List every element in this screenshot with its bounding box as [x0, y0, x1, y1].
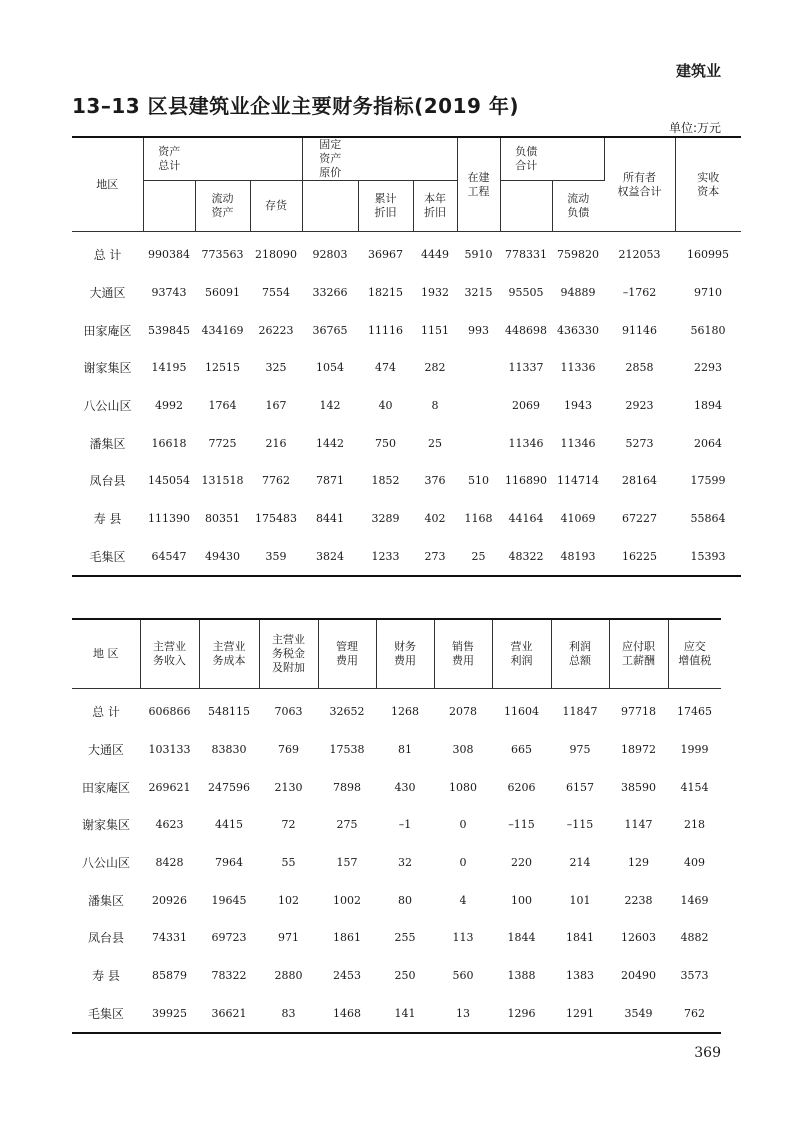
value-cell: 990384 [148, 248, 190, 262]
table-row [72, 689, 721, 731]
value-cell: 8428 [155, 856, 184, 870]
value-cell: 1852 [371, 474, 400, 488]
value-cell: 282 [424, 361, 446, 375]
value-cell: 15393 [675, 538, 741, 577]
value-cell: 55 [281, 856, 296, 870]
value-cell: 91146 [622, 323, 657, 337]
table-row [72, 424, 741, 462]
header-assets-blank [195, 137, 302, 181]
value-cell: 6157 [566, 780, 594, 794]
value-cell: 74331 [152, 931, 187, 945]
region-cell: 八公山区 [81, 856, 130, 871]
value-cell: 250 [394, 969, 416, 983]
value-cell: 750 [375, 436, 396, 450]
value-cell: 1054 [316, 361, 344, 375]
value-cell: –1762 [622, 286, 657, 300]
value-cell: 308 [452, 743, 474, 757]
value-cell: 759820 [557, 248, 599, 262]
value-cell: 2078 [449, 705, 477, 719]
value-cell: 55864 [690, 512, 726, 526]
header-total-assets-spacer [143, 181, 195, 232]
value-cell: 4415 [215, 818, 243, 832]
value-cell: 18972 [621, 743, 656, 757]
value-cell: 2923 [625, 399, 654, 413]
value-cell: 83 [259, 995, 318, 1034]
region-cell: 八公山区 [83, 399, 132, 414]
value-cell: 3824 [302, 538, 358, 577]
region-cell: 毛集区 [72, 538, 143, 577]
value-cell: 1468 [318, 995, 376, 1034]
value-cell: 85879 [152, 969, 187, 983]
value-cell: 4154 [680, 780, 709, 794]
value-cell: 2069 [512, 399, 540, 413]
value-cell: 95505 [508, 286, 544, 300]
value-cell: 247596 [208, 780, 250, 794]
region-cell: 总 计 [93, 248, 122, 263]
value-cell: 4 [459, 893, 467, 907]
unit-label: 单位:万元 [668, 121, 721, 135]
value-cell: 67227 [622, 512, 657, 526]
value-cell: 971 [278, 931, 299, 945]
value-cell: 216 [265, 436, 287, 450]
region-cell: 凤台县 [87, 931, 124, 946]
value-cell: 20490 [621, 969, 656, 983]
value-cell: 1388 [507, 969, 536, 983]
value-cell: 1469 [680, 893, 709, 907]
region-cell: 毛集区 [72, 995, 140, 1034]
value-cell: 1147 [624, 818, 653, 832]
value-cell: 1002 [333, 893, 361, 907]
value-cell: 160995 [687, 248, 729, 262]
value-cell: –115 [508, 818, 535, 832]
value-cell: 41069 [560, 512, 596, 526]
value-cell: 69723 [211, 931, 247, 945]
value-cell: 93743 [151, 286, 187, 300]
value-cell: –1 [398, 818, 412, 832]
table-row [72, 500, 741, 538]
value-cell: 38590 [621, 780, 656, 794]
table-row [72, 538, 741, 577]
header-total-liabilities: 负债 合计 [500, 137, 552, 181]
section-label: 建筑业 [675, 62, 721, 80]
value-cell: 4449 [421, 248, 449, 262]
value-cell: 12603 [621, 931, 656, 945]
value-cell: 1168 [464, 512, 493, 526]
value-cell: 1268 [391, 705, 419, 719]
value-cell: 975 [569, 743, 591, 757]
value-cell: 5910 [464, 248, 493, 262]
value-cell: 548115 [208, 705, 250, 719]
value-cell: 17538 [329, 743, 365, 757]
column-header: 主营业 务收入 [140, 619, 199, 689]
header-current-liabilities: 流动 负债 [552, 181, 604, 232]
value-cell: 14195 [151, 361, 187, 375]
value-cell: 101 [569, 893, 591, 907]
value-cell: 5273 [625, 436, 654, 450]
value-cell: 11604 [504, 705, 539, 719]
region-cell: 田家庵区 [81, 780, 130, 795]
value-cell: 409 [684, 856, 705, 870]
value-cell: 325 [265, 361, 287, 375]
value-cell: 539845 [148, 323, 190, 337]
value-cell: 275 [336, 818, 358, 832]
value-cell: 26223 [258, 323, 294, 337]
financial-indicators-table-2 [72, 618, 721, 1034]
value-cell: 402 [424, 512, 446, 526]
value-cell [457, 387, 500, 425]
value-cell: 114714 [557, 474, 599, 488]
value-cell: 1296 [492, 995, 551, 1034]
region-cell: 大通区 [87, 743, 124, 758]
region-cell: 大通区 [89, 286, 126, 301]
value-cell: 0 [459, 856, 467, 870]
value-cell: 255 [394, 931, 416, 945]
table-row [72, 919, 721, 957]
value-cell: 3549 [609, 995, 668, 1034]
value-cell: 1943 [564, 399, 592, 413]
table-row [72, 844, 721, 882]
value-cell: 8 [431, 399, 439, 413]
value-cell: 218 [684, 818, 705, 832]
table-row [72, 274, 741, 312]
value-cell: 430 [394, 780, 416, 794]
region-cell: 凤台县 [89, 474, 126, 489]
value-cell: 0 [459, 818, 467, 832]
table-row [72, 768, 721, 806]
header-accum-depreciation: 累计 折旧 [358, 181, 413, 232]
header-paid-in-capital: 实收 资本 [675, 137, 741, 232]
value-cell: 448698 [505, 323, 547, 337]
table-2-header-row [72, 619, 721, 689]
header-total-assets: 资产 总计 [143, 137, 195, 181]
table-row [72, 387, 741, 425]
value-cell: 145054 [148, 474, 190, 488]
value-cell: 18215 [368, 286, 403, 300]
value-cell: 1442 [316, 436, 344, 450]
value-cell: 2858 [625, 361, 654, 375]
table-row [72, 957, 721, 995]
value-cell: 16618 [151, 436, 187, 450]
column-header: 主营业 务成本 [199, 619, 259, 689]
region-cell: 寿 县 [92, 969, 120, 984]
value-cell: 1932 [421, 286, 449, 300]
value-cell: 1841 [566, 931, 594, 945]
value-cell: 81 [398, 743, 412, 757]
value-cell: –115 [566, 818, 594, 832]
value-cell: 25 [428, 436, 442, 450]
value-cell: 100 [511, 893, 532, 907]
value-cell: 1844 [507, 931, 536, 945]
column-header: 主营业 务税金 及附加 [259, 619, 318, 689]
value-cell: 11847 [562, 705, 598, 719]
value-cell: 11116 [368, 323, 403, 337]
page-number: 369 [694, 1045, 721, 1061]
value-cell: 72 [281, 818, 296, 832]
value-cell: 25 [457, 538, 500, 577]
header-liabilities-blank [552, 137, 604, 181]
value-cell: 3573 [680, 969, 709, 983]
value-cell: 129 [628, 856, 649, 870]
value-cell: 49430 [195, 538, 250, 577]
value-cell: 78322 [211, 969, 247, 983]
table-row [72, 349, 741, 387]
value-cell: 12515 [205, 361, 240, 375]
value-cell: 2293 [694, 361, 722, 375]
value-cell: 48193 [552, 538, 604, 577]
region-cell: 谢家集区 [83, 361, 132, 376]
value-cell: 1894 [694, 399, 722, 413]
value-cell: 7762 [262, 474, 290, 488]
value-cell: 56180 [690, 323, 726, 337]
value-cell: 80351 [205, 512, 240, 526]
column-header: 地 区 [72, 619, 140, 689]
value-cell: 19645 [211, 893, 247, 907]
value-cell: 175483 [255, 512, 297, 526]
value-cell: 36765 [312, 323, 348, 337]
value-cell: 2880 [274, 969, 303, 983]
value-cell: 116890 [505, 474, 547, 488]
value-cell: 141 [376, 995, 434, 1034]
value-cell: 778331 [505, 248, 547, 262]
header-fixed-assets-spacer [302, 181, 358, 232]
table-row [72, 806, 721, 844]
header-region: 地区 [72, 137, 143, 232]
header-inventory: 存货 [250, 181, 302, 232]
value-cell: 40 [378, 399, 393, 413]
column-header: 应交 增值税 [668, 619, 721, 689]
column-header: 管理 费用 [318, 619, 376, 689]
value-cell: 773563 [201, 248, 244, 262]
value-cell: 665 [511, 743, 532, 757]
value-cell: 359 [250, 538, 302, 577]
value-cell: 80 [398, 893, 412, 907]
value-cell: 1151 [421, 323, 449, 337]
header-fixed-assets: 固定 资产 原价 [302, 137, 358, 181]
column-header: 应付职 工薪酬 [609, 619, 668, 689]
page-title: 13–13 区县建筑业企业主要财务指标(2019 年) [72, 94, 520, 118]
value-cell: 7964 [215, 856, 243, 870]
value-cell: 3215 [464, 286, 493, 300]
value-cell: 33266 [312, 286, 348, 300]
value-cell: 167 [265, 399, 287, 413]
value-cell: 7871 [316, 474, 344, 488]
value-cell: 269621 [148, 780, 191, 794]
value-cell: 97718 [621, 705, 656, 719]
table-row [72, 881, 721, 919]
value-cell: 44164 [508, 512, 544, 526]
value-cell: 17599 [690, 474, 726, 488]
value-cell: 769 [278, 743, 299, 757]
value-cell: 214 [569, 856, 591, 870]
header-year-depreciation: 本年 折旧 [413, 181, 457, 232]
value-cell: 20926 [152, 893, 187, 907]
value-cell: 2453 [333, 969, 361, 983]
value-cell: 218090 [255, 248, 297, 262]
value-cell: 273 [413, 538, 457, 577]
table-1-body [72, 232, 741, 577]
value-cell: 103133 [148, 743, 191, 757]
value-cell: 212053 [618, 248, 661, 262]
region-cell: 谢家集区 [81, 818, 130, 833]
value-cell: 2064 [694, 436, 722, 450]
table-row [72, 731, 721, 769]
value-cell: 16225 [604, 538, 675, 577]
header-total-liabilities-spacer [500, 181, 552, 232]
value-cell: 111390 [148, 512, 190, 526]
value-cell: 2130 [274, 780, 303, 794]
value-cell: 9710 [694, 286, 722, 300]
value-cell: 220 [511, 856, 532, 870]
value-cell: 1233 [358, 538, 413, 577]
value-cell: 36621 [199, 995, 259, 1034]
value-cell: 83830 [211, 743, 247, 757]
region-cell: 潘集区 [87, 893, 124, 908]
value-cell: 36967 [368, 248, 403, 262]
value-cell: 94889 [560, 286, 596, 300]
region-cell: 寿 县 [93, 512, 122, 527]
value-cell: 1861 [333, 931, 361, 945]
value-cell: 376 [424, 474, 446, 488]
value-cell: 1999 [680, 743, 709, 757]
column-header: 财务 费用 [376, 619, 434, 689]
value-cell: 3289 [371, 512, 400, 526]
value-cell [457, 424, 500, 462]
value-cell: 13 [434, 995, 492, 1034]
region-cell: 潘集区 [89, 436, 126, 451]
value-cell: 1383 [566, 969, 594, 983]
column-header: 利润 总额 [551, 619, 609, 689]
value-cell: 7725 [208, 436, 237, 450]
value-cell: 1080 [449, 780, 477, 794]
value-cell: 606866 [148, 705, 191, 719]
value-cell: 474 [375, 361, 396, 375]
value-cell: 7554 [262, 286, 290, 300]
header-current-assets: 流动 资产 [195, 181, 250, 232]
value-cell: 32652 [329, 705, 365, 719]
value-cell: 8441 [316, 512, 344, 526]
value-cell: 510 [468, 474, 489, 488]
header-construction-in-progress: 在建 工程 [457, 137, 500, 232]
table-row [72, 232, 741, 274]
value-cell: 48322 [500, 538, 552, 577]
value-cell: 434169 [201, 323, 244, 337]
value-cell: 28164 [622, 474, 657, 488]
value-cell: 6206 [507, 780, 536, 794]
value-cell: 2238 [624, 893, 653, 907]
header-depreciation-blank [358, 137, 457, 181]
value-cell: 4623 [155, 818, 184, 832]
header-owners-equity: 所有者 权益合计 [604, 137, 675, 232]
value-cell: 762 [668, 995, 721, 1034]
value-cell: 1291 [551, 995, 609, 1034]
table-2-body [72, 689, 721, 1034]
value-cell [457, 349, 500, 387]
financial-indicators-table-1 [72, 136, 741, 577]
value-cell: 92803 [312, 248, 348, 262]
value-cell: 11337 [508, 361, 544, 375]
column-header: 销售 费用 [434, 619, 492, 689]
region-cell: 总 计 [92, 705, 120, 720]
table-row [72, 311, 741, 349]
value-cell: 4992 [155, 399, 183, 413]
value-cell: 56091 [205, 286, 240, 300]
value-cell: 157 [336, 856, 358, 870]
value-cell: 102 [278, 893, 299, 907]
value-cell: 7063 [274, 705, 303, 719]
value-cell: 436330 [557, 323, 599, 337]
value-cell: 11346 [560, 436, 596, 450]
value-cell: 7898 [333, 780, 361, 794]
value-cell: 131518 [201, 474, 244, 488]
region-cell: 田家庵区 [83, 323, 132, 338]
value-cell: 64547 [143, 538, 195, 577]
value-cell: 39925 [140, 995, 199, 1034]
value-cell: 560 [452, 969, 474, 983]
value-cell: 11336 [560, 361, 596, 375]
column-header: 营业 利润 [492, 619, 551, 689]
value-cell: 32 [398, 856, 412, 870]
table-row [72, 995, 721, 1034]
value-cell: 11346 [508, 436, 544, 450]
value-cell: 113 [452, 931, 474, 945]
table-row [72, 462, 741, 500]
value-cell: 993 [468, 323, 489, 337]
value-cell: 142 [319, 399, 341, 413]
value-cell: 4882 [680, 931, 709, 945]
value-cell: 1764 [208, 399, 237, 413]
value-cell: 17465 [677, 705, 712, 719]
